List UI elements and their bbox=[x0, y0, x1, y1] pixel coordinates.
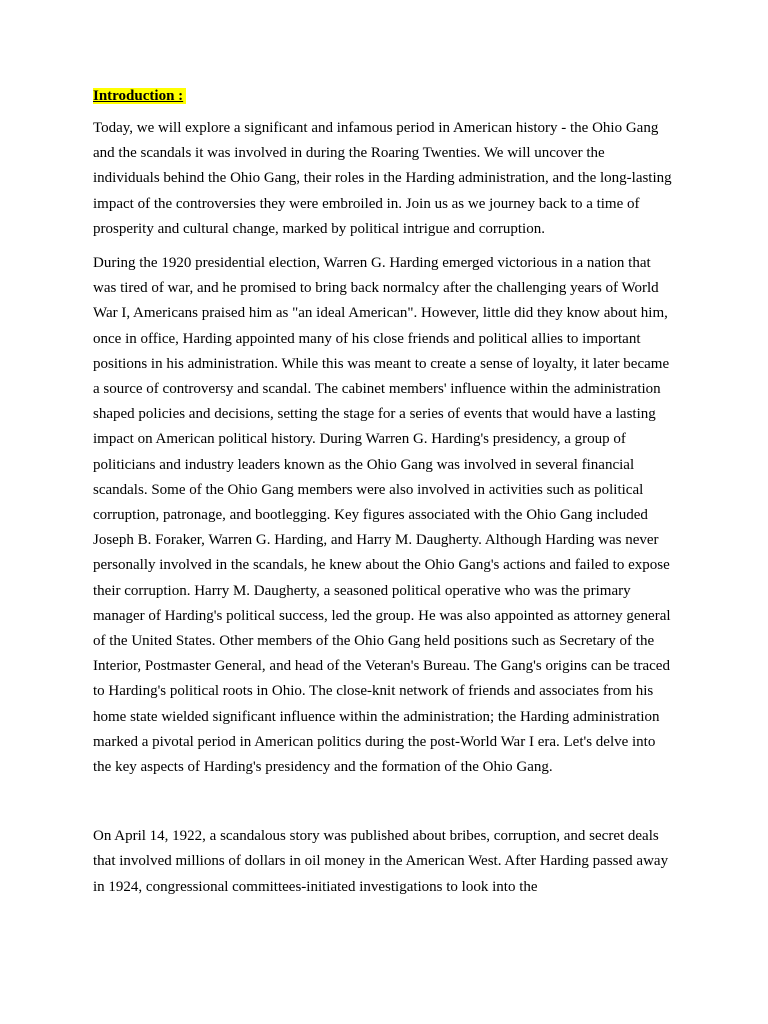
highlighted-heading-text: Introduction : bbox=[93, 88, 186, 104]
document-body bbox=[93, 86, 675, 900]
paragraph-april-1922: On April 14, 1922, a scandalous story was published about bribes, corruption, and secret deals that involved millions of dollars in oil money in the American West. After Harding passed away in 1924, congressional committees-initiated investigations to look into the bbox=[93, 828, 669, 895]
section-heading bbox=[93, 86, 675, 106]
paragraph-harding-election: During the 1920 presidential election, Warren G. Harding emerged victorious in a nation that was tired of war, and he promised to bring back normalcy after the challenging years of World War I, Americans praised him as "an ideal American". However, little did they know about him, once in office, Harding appointed many of his close friends and political allies to important positions in his administration. While this was meant to create a sense of loyalty, it later became a source of controversy and scandal. The cabinet members' influence within the administration shaped policies and decisions, setting the stage for a series of events that would have a lasting impact on American political history. During Warren G. Harding's presidency, a group of politicians and industry leaders known as the Ohio Gang was involved in several financial scandals. Some of the Ohio Gang members were also involved in activities such as political corruption, patronage, and bootlegging. Key figures associated with the Ohio Gang included Joseph B. Foraker, Warren G. Harding, and Harry M. Daugherty. Although Harding was never personally involved in the scandals, he knew about the Ohio Gang's actions and failed to expose their corruption. Harry M. Daugherty, a seasoned political operative who was the primary manager of Harding's political success, led the group. He was also appointed as attorney general of the United States. Other members of the Ohio Gang held positions such as Secretary of the Interior, Postmaster General, and head of the Veteran's Bureau. The Gang's origins can be traced to Harding's political roots in Ohio. The close-knit network of friends and associates from his home state wielded significant influence within the administration; the Harding administration marked a pivotal period in American politics during the post-World War I era. Let's delve into the key aspects of Harding's presidency and the formation of the Ohio Gang. bbox=[93, 255, 671, 776]
paragraph-intro: Today, we will explore a significant and infamous period in American history - the Ohio Gang and the scandals it was involved in during the Roaring Twenties. We will uncover the individuals behind the Ohio Gang, their roles in the Harding administration, and the long-lasting impact of the controversies they were embroiled in. Join us as we journey back to a time of prosperity and cultural change, marked by political intrigue and corruption. bbox=[93, 120, 672, 237]
